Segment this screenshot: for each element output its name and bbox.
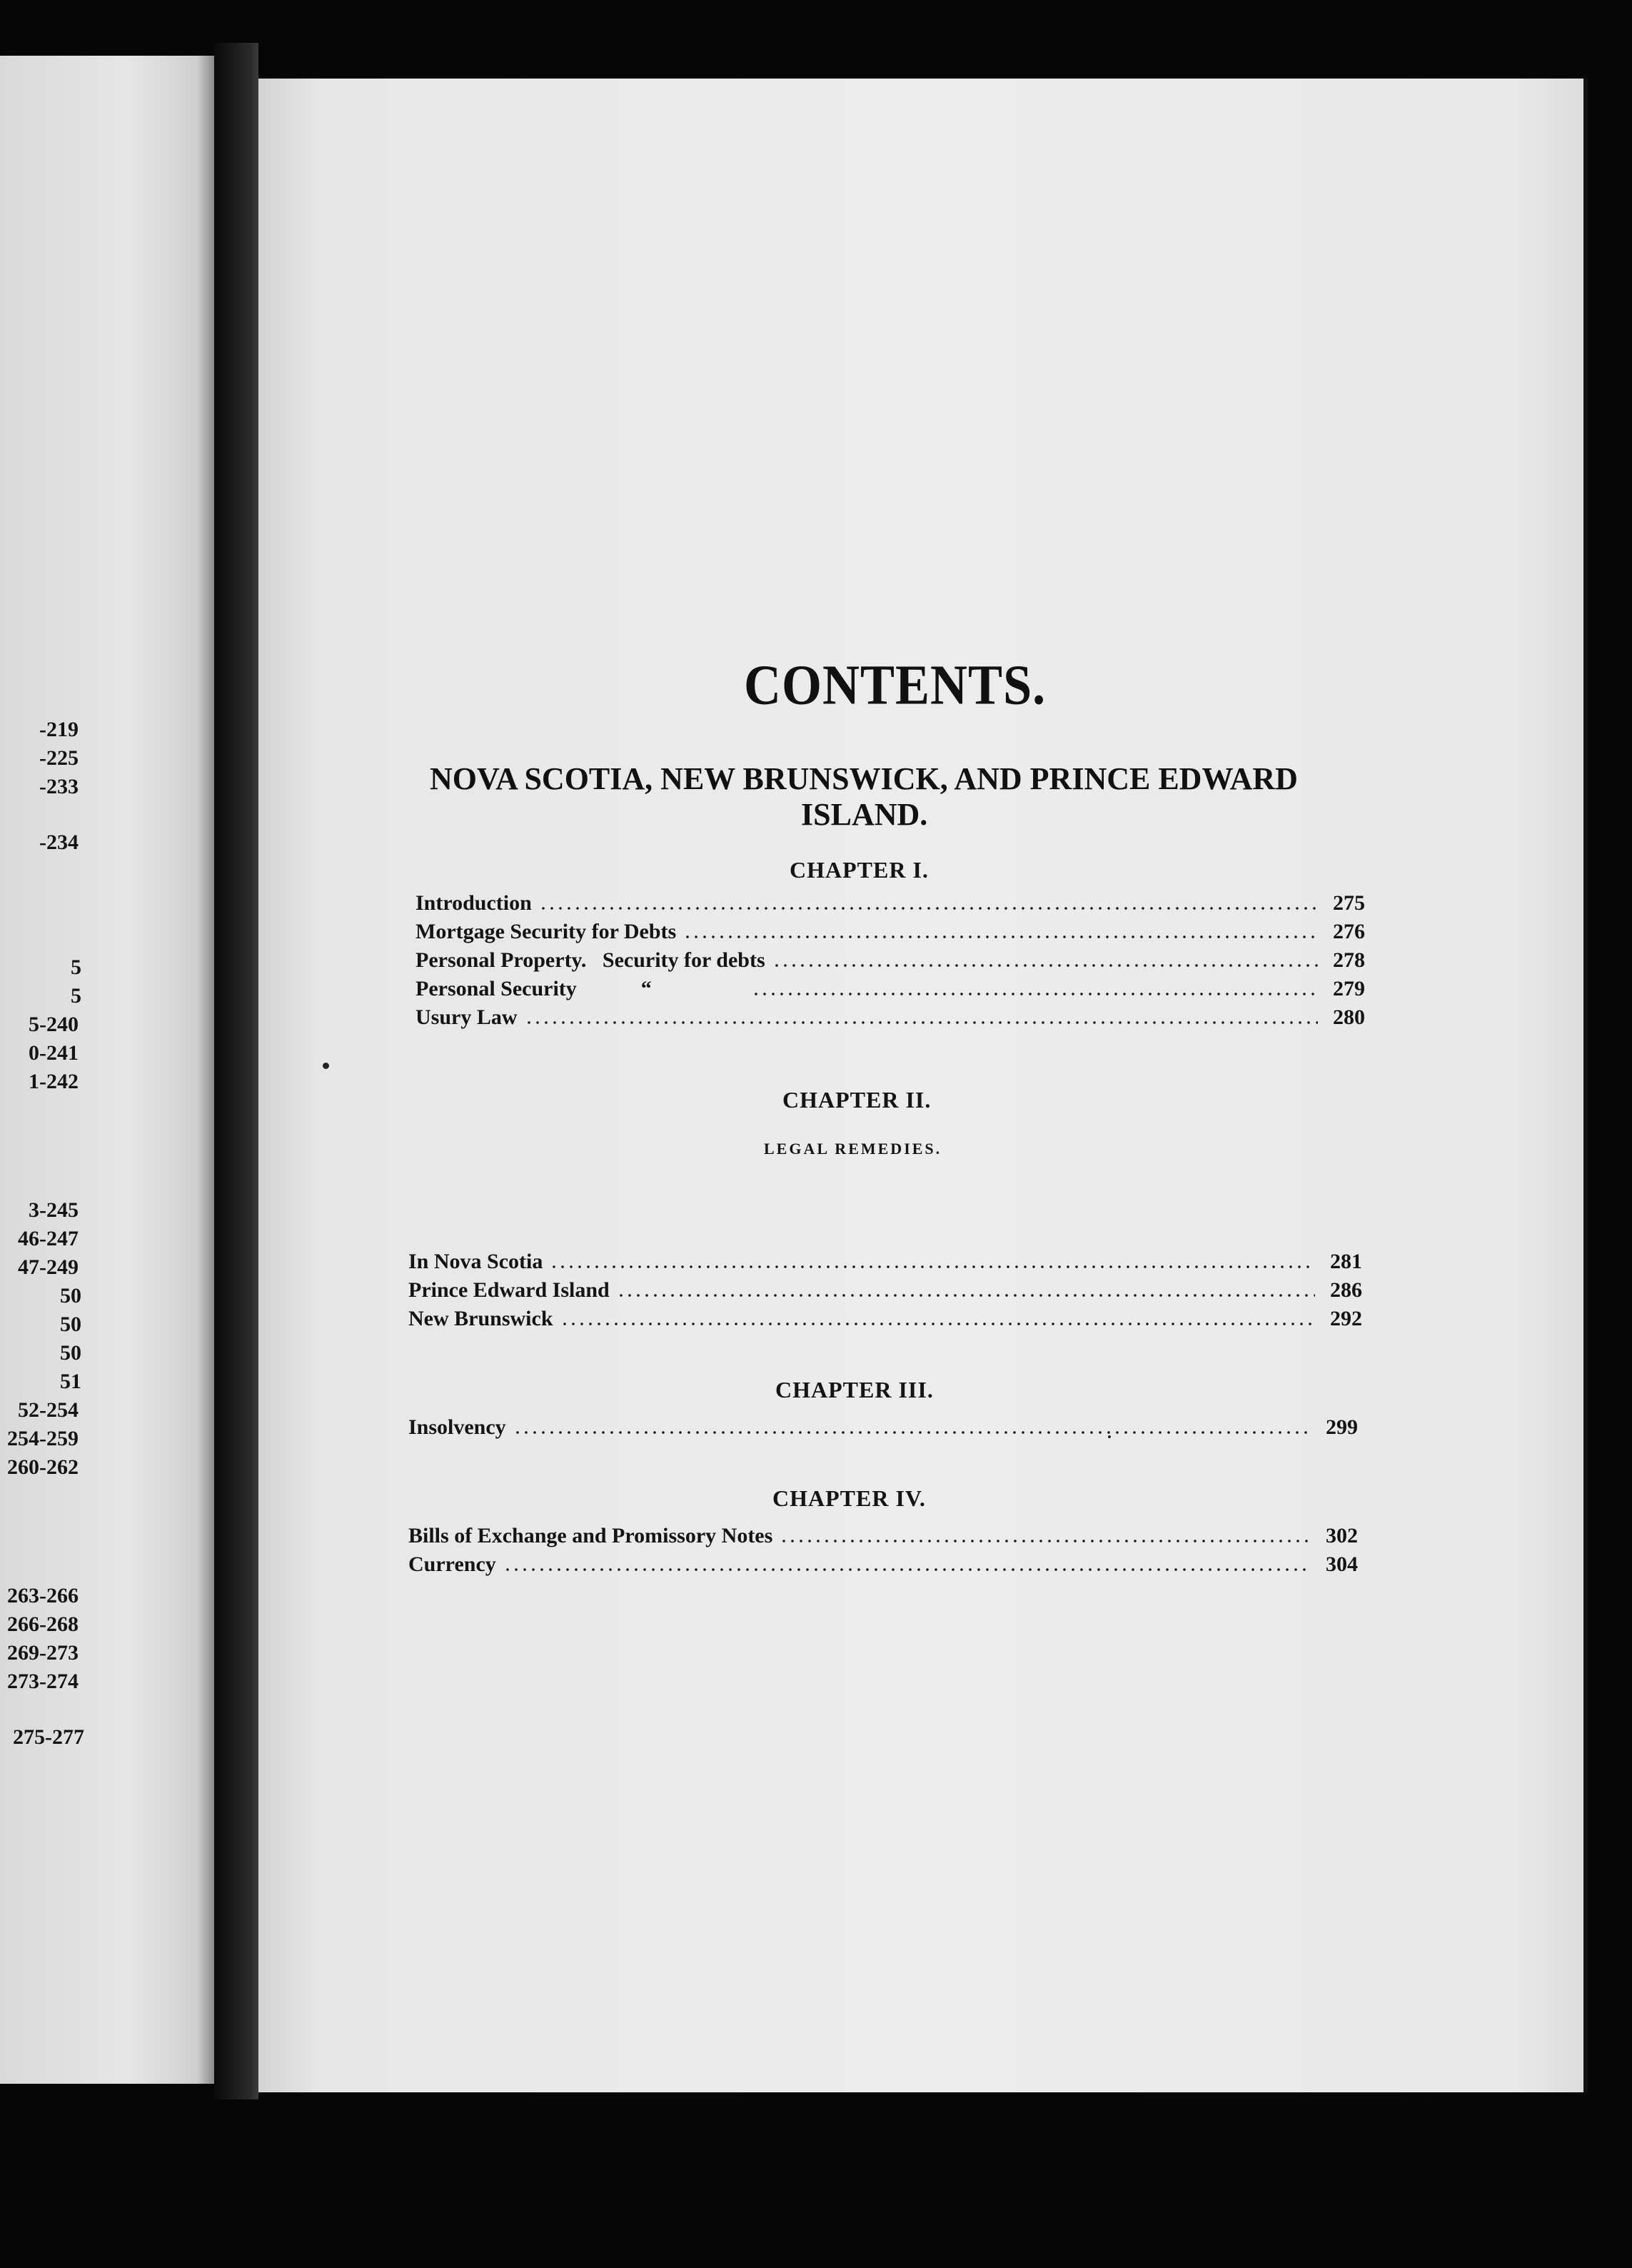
toc-entry bbox=[408, 1278, 1362, 1303]
toc-entry-label: In Nova Scotia bbox=[408, 1250, 543, 1273]
page-ref: 273-274 bbox=[7, 1670, 79, 1693]
chapter-heading: CHAPTER I. bbox=[790, 857, 929, 883]
ink-speck bbox=[323, 1063, 329, 1069]
toc-entry-page: 278 bbox=[1333, 948, 1365, 972]
toc-entry-label: Usury Law bbox=[415, 1005, 518, 1029]
page-ref: 50 bbox=[60, 1341, 81, 1365]
toc-entry-label: Mortgage Security for Debts bbox=[415, 920, 677, 943]
dot-leader bbox=[617, 1293, 1315, 1298]
dot-leader bbox=[513, 1430, 1311, 1435]
chapter-heading: CHAPTER II. bbox=[782, 1087, 932, 1113]
page-ref: 1-242 bbox=[29, 1070, 79, 1093]
toc-entry-page: 279 bbox=[1333, 977, 1365, 1000]
section-heading-line-1: NOVA SCOTIA, NEW BRUNSWICK, AND PRINCE EDWARD bbox=[430, 761, 1298, 796]
toc-entry bbox=[408, 1524, 1358, 1548]
page-ref: 260-262 bbox=[7, 1455, 79, 1479]
toc-entry-label: Personal Security “ bbox=[415, 977, 652, 1000]
toc-entry bbox=[408, 1415, 1358, 1440]
page-ref: -225 bbox=[39, 746, 79, 770]
dot-leader bbox=[752, 992, 1318, 996]
page-ref: 266-268 bbox=[7, 1612, 79, 1636]
page-ref: 52-254 bbox=[18, 1398, 79, 1422]
toc-entry-page: 276 bbox=[1333, 920, 1365, 943]
toc-entry bbox=[415, 1005, 1365, 1030]
page-ref: 5 bbox=[71, 955, 81, 979]
page-ref: 269-273 bbox=[7, 1641, 79, 1665]
chapter-heading: CHAPTER IV. bbox=[772, 1485, 926, 1511]
page-ref: 50 bbox=[60, 1284, 81, 1308]
toc-entry bbox=[408, 1307, 1362, 1331]
toc-entry-page: 281 bbox=[1330, 1250, 1362, 1273]
page-title: CONTENTS. bbox=[744, 653, 1047, 716]
page-ref: -233 bbox=[39, 775, 79, 798]
toc-entry-label: Insolvency bbox=[408, 1415, 506, 1439]
page-ref: -219 bbox=[39, 718, 79, 741]
page-ref: 3-245 bbox=[29, 1198, 79, 1222]
page-ref: 275-277 bbox=[13, 1725, 84, 1749]
toc-entry-label: Currency bbox=[408, 1552, 496, 1576]
page-ref: 0-241 bbox=[29, 1041, 79, 1065]
toc-entry bbox=[415, 977, 1365, 1001]
dot-leader bbox=[560, 1322, 1315, 1326]
toc-entry-label: Personal Property. Security for debts bbox=[415, 948, 765, 972]
toc-entry bbox=[408, 1552, 1358, 1577]
page-ref: 46-247 bbox=[18, 1227, 79, 1250]
chapter-heading: CHAPTER III. bbox=[775, 1377, 934, 1403]
dot-leader bbox=[503, 1567, 1311, 1572]
toc-entry-page: 304 bbox=[1326, 1552, 1358, 1576]
book-gutter bbox=[214, 43, 258, 2099]
chapter-subheading: LEGAL REMEDIES. bbox=[764, 1140, 942, 1158]
toc-entry bbox=[408, 1250, 1362, 1274]
toc-entry-label: Prince Edward Island bbox=[408, 1278, 610, 1302]
dot-leader bbox=[550, 1265, 1315, 1269]
toc-entry-page: 292 bbox=[1330, 1307, 1362, 1330]
toc-entry-page: 280 bbox=[1333, 1005, 1365, 1029]
dot-leader bbox=[772, 963, 1318, 968]
page-ref: -234 bbox=[39, 831, 79, 854]
toc-entry-page: 286 bbox=[1330, 1278, 1362, 1302]
contents-page bbox=[258, 79, 1588, 2092]
page-ref: 263-266 bbox=[7, 1584, 79, 1607]
dot-leader bbox=[525, 1020, 1318, 1025]
toc-entry-label: New Brunswick bbox=[408, 1307, 553, 1330]
toc-entry bbox=[415, 891, 1365, 915]
toc-entry-label: Bills of Exchange and Promissory Notes bbox=[408, 1524, 773, 1547]
toc-entry bbox=[415, 920, 1365, 944]
toc-entry-page: 299 bbox=[1326, 1415, 1358, 1439]
toc-entry-page: 302 bbox=[1326, 1524, 1358, 1547]
dot-leader bbox=[683, 935, 1318, 939]
section-heading-line-2: ISLAND. bbox=[801, 797, 928, 832]
page-ref: 5 bbox=[71, 984, 81, 1008]
page-ref: 51 bbox=[60, 1370, 81, 1393]
dot-leader bbox=[780, 1539, 1311, 1543]
toc-entry bbox=[415, 948, 1365, 973]
page-ref: 5-240 bbox=[29, 1013, 79, 1036]
page-ref: 254-259 bbox=[7, 1427, 79, 1450]
page-ref: 47-249 bbox=[18, 1255, 79, 1279]
toc-entry-label: Introduction bbox=[415, 891, 532, 915]
page-ref: 50 bbox=[60, 1313, 81, 1336]
dot-leader bbox=[539, 906, 1318, 910]
left-page-fragment bbox=[0, 56, 214, 2084]
toc-entry-page: 275 bbox=[1333, 891, 1365, 915]
ink-speck bbox=[1108, 1435, 1111, 1438]
